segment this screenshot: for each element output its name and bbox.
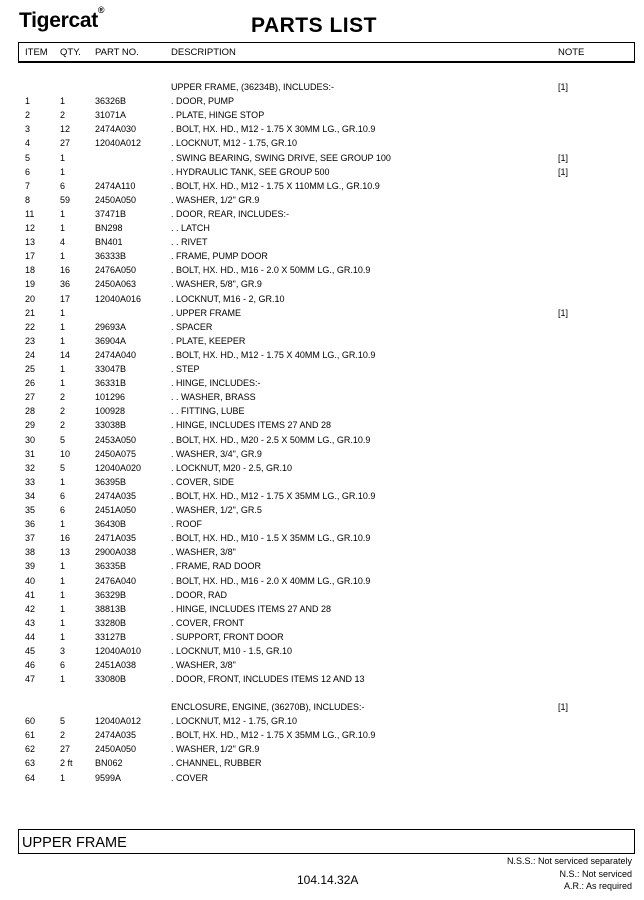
description: . STEP — [171, 364, 200, 374]
description: . WASHER, 1/2" GR.9 — [171, 194, 260, 205]
part-number: 33038B — [95, 420, 127, 431]
brand-name: Tigercat — [19, 9, 98, 32]
description: . . WASHER, BRASS — [171, 392, 256, 403]
item-number: 41 — [25, 589, 36, 600]
table-row — [0, 644, 644, 658]
part-number: 2450A075 — [95, 448, 137, 459]
part-number: BN298 — [95, 223, 123, 233]
description: . COVER — [171, 772, 209, 783]
part-number: 12040A016 — [95, 293, 142, 304]
quantity: 1 — [60, 589, 66, 600]
table-row — [0, 503, 644, 517]
item-number: 1 — [25, 96, 31, 107]
description: . DOOR, FRONT, INCLUDES ITEMS 12 AND 13 — [171, 674, 365, 685]
table-row — [0, 277, 644, 291]
description: . SUPPORT, FRONT DOOR — [171, 631, 284, 642]
description: . DOOR, RAD — [171, 589, 228, 600]
description: . HINGE, INCLUDES ITEMS 27 AND 28 — [171, 603, 332, 614]
description: . LOCKNUT, M10 - 1.5, GR.10 — [171, 646, 293, 656]
footer-top-rule — [18, 829, 635, 830]
item-number: 62 — [25, 744, 36, 755]
quantity: 1 — [60, 96, 66, 107]
table-row — [0, 94, 644, 108]
part-number: 33047B — [95, 364, 127, 374]
table-row — [0, 517, 644, 531]
quantity: 2 — [60, 730, 66, 741]
table-row — [0, 574, 644, 588]
description: . WASHER, 3/4", GR.9 — [171, 448, 262, 459]
table-row — [0, 292, 644, 306]
description: . CHANNEL, RUBBER — [171, 758, 262, 769]
description: . UPPER FRAME — [171, 307, 242, 318]
description: . FRAME, RAD DOOR — [171, 561, 262, 572]
quantity: 16 — [60, 265, 71, 276]
quantity: 2 — [60, 420, 66, 431]
part-number: BN401 — [95, 237, 123, 248]
description: . . RIVET — [171, 237, 208, 248]
item-number: 44 — [25, 631, 36, 642]
table-row — [0, 404, 644, 418]
quantity: 2 ft — [60, 758, 73, 769]
item-number: 20 — [25, 293, 36, 304]
part-number: 33280B — [95, 617, 127, 628]
item-number: 31 — [25, 448, 36, 459]
quantity: 6 — [60, 505, 66, 515]
item-number: 3 — [25, 124, 31, 135]
quantity: 10 — [60, 448, 71, 459]
part-number: 31071A — [95, 110, 127, 121]
table-row — [0, 559, 644, 573]
part-number: 2474A035 — [95, 730, 137, 741]
table-row — [0, 728, 644, 742]
quantity: 6 — [60, 180, 66, 191]
table-row — [0, 418, 644, 432]
item-number: 27 — [25, 392, 36, 403]
quantity: 1 — [60, 603, 66, 614]
part-number: 36333B — [95, 251, 127, 262]
quantity: 16 — [60, 533, 71, 544]
table-row — [0, 531, 644, 545]
legend-ar: A.R.: As required — [563, 881, 632, 891]
part-number: 2476A040 — [95, 575, 137, 586]
table-row — [0, 630, 644, 644]
table-row — [0, 433, 644, 447]
section-title: ENCLOSURE, ENGINE, (36270B), INCLUDES:- — [171, 702, 365, 712]
description: . LOCKNUT, M20 - 2.5, GR.10 — [171, 462, 293, 473]
quantity: 5 — [60, 434, 66, 445]
part-number: 9599A — [95, 772, 122, 783]
header-left-rule — [18, 42, 19, 62]
table-row — [0, 348, 644, 362]
description: . HYDRAULIC TANK, SEE GROUP 500 — [171, 166, 330, 177]
description: . BOLT, HX. HD., M20 - 2.5 X 50MM LG., GR.10.9 — [171, 434, 371, 445]
part-number: 12040A012 — [95, 716, 142, 727]
item-number: 24 — [25, 349, 36, 360]
part-number: 2476A050 — [95, 265, 137, 276]
quantity: 1 — [60, 476, 66, 487]
table-row — [0, 714, 644, 728]
quantity: 17 — [60, 293, 71, 304]
description: . DOOR, PUMP — [171, 96, 235, 107]
item-number: 21 — [25, 307, 36, 318]
page-title: PARTS LIST — [251, 14, 377, 37]
item-number: 13 — [25, 237, 36, 248]
quantity: 14 — [60, 349, 71, 360]
table-row — [0, 489, 644, 503]
quantity: 1 — [60, 223, 66, 233]
header-bottom-rule — [18, 61, 635, 63]
part-number: 36335B — [95, 561, 127, 572]
footer-bottom-rule — [18, 853, 635, 854]
part-number: 29693A — [95, 321, 127, 332]
quantity: 2 — [60, 406, 66, 417]
section-note: [1] — [558, 702, 569, 712]
description: . ROOF — [171, 519, 202, 530]
part-number: 2474A035 — [95, 490, 137, 501]
quantity: 5 — [60, 716, 66, 727]
description: . BOLT, HX. HD., M12 - 1.75 X 40MM LG., GR.10.9 — [171, 349, 376, 360]
item-number: 33 — [25, 476, 36, 487]
part-number: 2474A040 — [95, 349, 137, 360]
quantity: 59 — [60, 194, 71, 205]
part-number: 37471B — [95, 208, 127, 219]
table-row — [0, 602, 644, 616]
description: . WASHER, 3/8" — [171, 660, 236, 671]
description: . COVER, FRONT — [171, 617, 245, 628]
part-number: 36329B — [95, 589, 127, 600]
note: [1] — [558, 307, 569, 318]
document-number: 104.14.32A — [297, 873, 359, 887]
part-number: 33127B — [95, 631, 127, 642]
section-heading — [0, 80, 644, 94]
item-number: 36 — [25, 519, 36, 530]
item-number: 34 — [25, 490, 36, 501]
column-header-item: ITEM — [25, 47, 48, 58]
quantity: 1 — [60, 307, 66, 318]
description: . WASHER, 5/8", GR.9 — [171, 279, 262, 290]
item-number: 32 — [25, 462, 36, 473]
legend-nss: N.S.S.: Not serviced separately — [506, 856, 632, 866]
item-number: 29 — [25, 420, 36, 431]
part-number: BN062 — [95, 758, 123, 769]
table-row — [0, 771, 644, 785]
item-number: 5 — [25, 152, 31, 163]
quantity: 1 — [60, 631, 66, 642]
group-title: UPPER FRAME — [22, 835, 127, 851]
column-header-note: NOTE — [558, 47, 585, 58]
table-row — [0, 207, 644, 221]
item-number: 39 — [25, 561, 36, 572]
table-row — [0, 742, 644, 756]
item-number: 4 — [25, 138, 31, 149]
part-number: 101296 — [95, 392, 126, 403]
item-number: 11 — [25, 208, 35, 219]
part-number: 100928 — [95, 406, 126, 417]
table-row — [0, 447, 644, 461]
table-row — [0, 235, 644, 249]
table-row — [0, 588, 644, 602]
description: . COVER, SIDE — [171, 476, 235, 487]
part-number: 12040A020 — [95, 462, 142, 473]
description: . BOLT, HX. HD., M12 - 1.75 X 110MM LG., GR.10.9 — [171, 180, 380, 191]
quantity: 1 — [60, 674, 66, 685]
description: . BOLT, HX. HD., M12 - 1.75 X 35MM LG., GR.10.9 — [171, 490, 376, 501]
quantity: 6 — [60, 490, 66, 501]
item-number: 22 — [25, 321, 36, 332]
quantity: 1 — [60, 617, 66, 628]
description: . SWING BEARING, SWING DRIVE, SEE GROUP 100 — [171, 152, 391, 163]
part-number: 2451A038 — [95, 660, 137, 671]
quantity: 1 — [60, 575, 66, 586]
quantity: 2 — [60, 392, 66, 403]
item-number: 61 — [25, 730, 36, 741]
table-row — [0, 193, 644, 207]
note: [1] — [558, 152, 569, 163]
column-header-part-no: PART NO. — [95, 47, 139, 58]
part-number: 33080B — [95, 674, 127, 685]
description: . FRAME, PUMP DOOR — [171, 251, 268, 262]
description: . PLATE, HINGE STOP — [171, 110, 265, 121]
item-number: 64 — [25, 772, 36, 783]
item-number: 42 — [25, 603, 36, 614]
part-number: 12040A010 — [95, 646, 142, 656]
quantity: 27 — [60, 744, 71, 755]
part-number: 38813B — [95, 603, 127, 614]
description: . LOCKNUT, M12 - 1.75, GR.10 — [171, 716, 298, 727]
section-title: UPPER FRAME, (36234B), INCLUDES:- — [171, 82, 335, 92]
table-row — [0, 122, 644, 136]
column-header-description: DESCRIPTION — [171, 47, 236, 58]
registered-mark: ® — [97, 5, 105, 15]
column-header-qty: QTY. — [60, 47, 81, 58]
part-number: 2453A050 — [95, 434, 137, 445]
item-number: 46 — [25, 660, 36, 671]
description: . BOLT, HX. HD., M12 - 1.75 X 35MM LG., GR.10.9 — [171, 730, 376, 741]
item-number: 17 — [25, 251, 36, 262]
quantity: 2 — [60, 110, 66, 121]
table-row — [0, 362, 644, 376]
item-number: 19 — [25, 279, 36, 290]
header-top-rule — [18, 42, 635, 43]
part-number: 12040A012 — [95, 138, 142, 149]
table-row — [0, 376, 644, 390]
quantity: 1 — [60, 772, 66, 783]
table-row — [0, 658, 644, 672]
section-heading — [0, 700, 644, 714]
table-row — [0, 108, 644, 122]
quantity: 4 — [60, 237, 66, 248]
description: . HINGE, INCLUDES:- — [171, 378, 261, 389]
part-number: 2471A035 — [95, 533, 137, 544]
item-number: 18 — [25, 265, 36, 276]
part-number: 36904A — [95, 335, 127, 346]
description: . BOLT, HX. HD., M10 - 1.5 X 35MM LG., GR.10.9 — [171, 533, 371, 544]
legend-ns: N.S.: Not serviced — [559, 869, 632, 879]
section-note: [1] — [558, 82, 569, 92]
description: . HINGE, INCLUDES ITEMS 27 AND 28 — [171, 420, 332, 431]
table-row — [0, 756, 644, 770]
quantity: 1 — [60, 519, 66, 530]
item-number: 40 — [25, 575, 36, 586]
table-row — [0, 616, 644, 630]
description: . PLATE, KEEPER — [171, 335, 246, 346]
part-number: 2450A050 — [95, 194, 137, 205]
footer-left-rule — [18, 829, 19, 854]
part-number: 36430B — [95, 519, 127, 530]
description: . WASHER, 1/2" GR.9 — [171, 744, 260, 755]
description: . . FITTING, LUBE — [171, 406, 245, 417]
table-row — [0, 306, 644, 320]
description: . WASHER, 3/8" — [171, 547, 236, 558]
quantity: 1 — [60, 561, 66, 572]
item-number: 23 — [25, 335, 36, 346]
item-number: 38 — [25, 547, 36, 558]
item-number: 28 — [25, 406, 36, 417]
quantity: 1 — [60, 208, 66, 219]
part-number: 2451A050 — [95, 505, 137, 515]
description: . DOOR, REAR, INCLUDES:- — [171, 208, 290, 219]
item-number: 30 — [25, 434, 36, 445]
table-row — [0, 249, 644, 263]
table-row — [0, 221, 644, 235]
item-number: 47 — [25, 674, 36, 685]
part-number: 36395B — [95, 476, 127, 487]
item-number: 2 — [25, 110, 31, 121]
description: . LOCKNUT, M16 - 2, GR.10 — [171, 293, 285, 304]
quantity: 12 — [60, 124, 71, 135]
table-row — [0, 151, 644, 165]
item-number: 6 — [25, 166, 31, 177]
quantity: 3 — [60, 646, 66, 656]
table-row — [0, 545, 644, 559]
item-number: 37 — [25, 533, 36, 544]
part-number: 2474A030 — [95, 124, 137, 135]
part-number: 2450A050 — [95, 744, 137, 755]
description: . WASHER, 1/2", GR.5 — [171, 505, 262, 515]
quantity: 5 — [60, 462, 66, 473]
part-number: 36326B — [95, 96, 127, 107]
table-row — [0, 390, 644, 404]
header-right-rule — [634, 42, 635, 62]
table-row — [0, 263, 644, 277]
item-number: 60 — [25, 716, 36, 727]
part-number: 2474A110 — [95, 180, 136, 191]
quantity: 1 — [60, 321, 66, 332]
table-row — [0, 320, 644, 334]
table-row — [0, 461, 644, 475]
quantity: 1 — [60, 251, 66, 262]
part-number: 2450A063 — [95, 279, 137, 290]
description: . BOLT, HX. HD., M16 - 2.0 X 50MM LG., GR.10.9 — [171, 265, 371, 276]
quantity: 27 — [60, 138, 71, 149]
item-number: 35 — [25, 505, 36, 515]
part-number: 2900A038 — [95, 547, 137, 558]
quantity: 1 — [60, 152, 66, 163]
brand-logo — [19, 5, 105, 33]
description: . BOLT, HX. HD., M12 - 1.75 X 30MM LG., GR.10.9 — [171, 124, 376, 135]
table-row — [0, 334, 644, 348]
table-row — [0, 179, 644, 193]
table-row — [0, 475, 644, 489]
description: . SPACER — [171, 321, 213, 332]
item-number: 43 — [25, 617, 36, 628]
quantity: 1 — [60, 335, 66, 346]
item-number: 7 — [25, 180, 31, 191]
quantity: 1 — [60, 364, 66, 374]
item-number: 45 — [25, 646, 36, 656]
quantity: 36 — [60, 279, 71, 290]
quantity: 1 — [60, 166, 66, 177]
table-row — [0, 136, 644, 150]
quantity: 1 — [60, 378, 66, 389]
part-number: 36331B — [95, 378, 127, 389]
description: . BOLT, HX. HD., M16 - 2.0 X 40MM LG., GR.10.9 — [171, 575, 371, 586]
description: . . LATCH — [171, 223, 210, 233]
quantity: 13 — [60, 547, 71, 558]
quantity: 6 — [60, 660, 66, 671]
description: . LOCKNUT, M12 - 1.75, GR.10 — [171, 138, 298, 149]
item-number: 63 — [25, 758, 36, 769]
table-row — [0, 165, 644, 179]
item-number: 12 — [25, 223, 36, 233]
table-row — [0, 672, 644, 686]
note: [1] — [558, 166, 569, 177]
footer-right-rule — [634, 829, 635, 854]
item-number: 8 — [25, 194, 31, 205]
item-number: 26 — [25, 378, 36, 389]
item-number: 25 — [25, 364, 36, 374]
